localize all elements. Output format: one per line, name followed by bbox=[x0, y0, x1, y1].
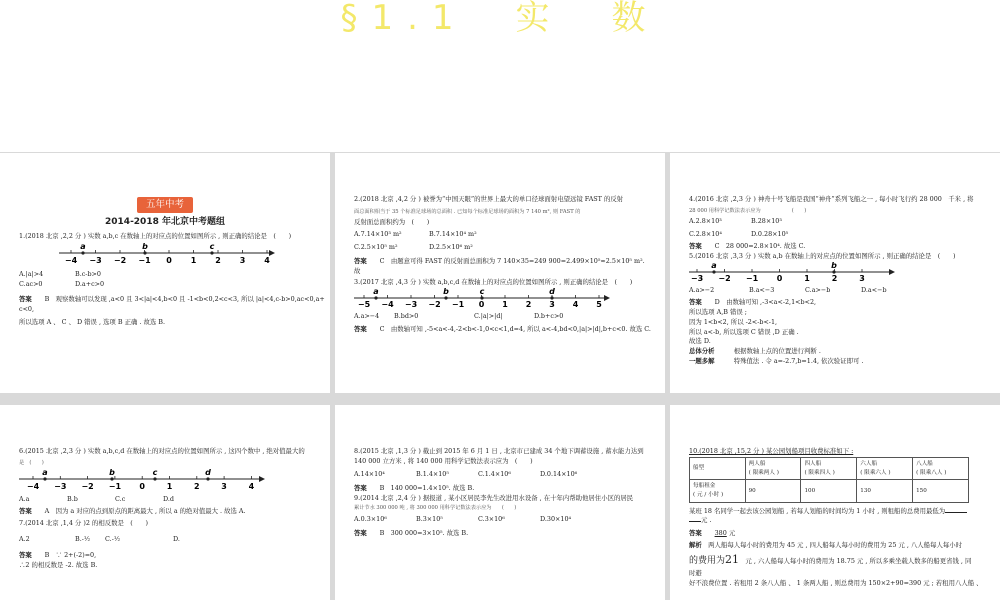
answer-text: B ∵ 2+(-2)=0, bbox=[44, 550, 97, 559]
analysis-fraction: 21 bbox=[725, 553, 740, 567]
number-line-6 bbox=[19, 467, 279, 491]
trick-label: 一题多解 bbox=[689, 357, 715, 366]
answer-text-cont: c<0, bbox=[19, 304, 35, 313]
option-c[interactable]: C.-½ bbox=[105, 534, 121, 543]
option-b[interactable]: B.b bbox=[67, 494, 78, 503]
option-d[interactable]: D.0.14×10⁶ bbox=[540, 469, 578, 478]
number-line-tick-label: 2 bbox=[194, 481, 200, 491]
slide-4[interactable] bbox=[0, 405, 330, 600]
number-line-tick-label: 1 bbox=[166, 481, 173, 491]
number-line-tick-label: −3 bbox=[54, 481, 67, 491]
number-line-tick-label: 2 bbox=[215, 255, 221, 265]
option-d[interactable]: D.0.28×10⁵ bbox=[751, 229, 789, 238]
slide-5[interactable] bbox=[335, 405, 665, 600]
analysis-line-2a: 的费用为 bbox=[689, 556, 726, 567]
number-line-tick-label: −3 bbox=[404, 299, 418, 308]
number-line-point bbox=[43, 477, 46, 480]
question-10-line-2: 某班 18 名同学一起去该公园划船 , 若每人划船的时间均为 1 小时 , 则租船的总费用最低为 bbox=[689, 507, 1000, 517]
option-b[interactable]: B.3×10⁵ bbox=[416, 514, 443, 523]
option-b[interactable]: B.-½ bbox=[75, 534, 91, 543]
question-2-line-2: 面总面积相当于 35 个标准足球场的总面积 . 已知每个标准足球场的面积为 7 140 m², 则 FAST 的 bbox=[354, 208, 581, 215]
number-line-point bbox=[712, 270, 715, 273]
number-line-point-label: c bbox=[209, 241, 215, 251]
option-c[interactable]: C.c bbox=[115, 494, 126, 503]
number-line-5 bbox=[689, 262, 949, 282]
answer-line-4: 故选 D. bbox=[689, 337, 711, 346]
option-b[interactable]: B.c-b>0 bbox=[75, 269, 101, 278]
number-line-tick-label: 3 bbox=[549, 299, 555, 308]
option-c[interactable]: C.ac>0 bbox=[19, 279, 43, 288]
number-line-tick-label: −4 bbox=[64, 255, 78, 265]
analysis-label: 解析 bbox=[689, 541, 702, 550]
table-header-cell: 八人船 ( 限乘八人 ) bbox=[913, 457, 969, 479]
option-a[interactable]: A.0.3×10⁶ bbox=[354, 514, 387, 523]
answer-text: B 300 000=3×10⁵. 故选 B. bbox=[379, 528, 469, 537]
number-line-point-label: c bbox=[479, 287, 485, 296]
answer-text: C 由数轴可知 ,-5<a<-4,-2<b<-1,0<c<1,d=4, 所以 a<-4,bd<0,|a|>|d|,b+c<0. 故选 C. bbox=[379, 324, 651, 333]
answer-text: A 因为 a 对应的点到原点的距离最大 , 所以 a 的绝对值最大 . 故选 A. bbox=[44, 506, 246, 515]
answer-line-3: 所以 a<-b, 所以选项 C 错误 ,D 正确 . bbox=[689, 327, 799, 336]
answer-label: 答案 bbox=[689, 241, 702, 250]
option-a[interactable]: A.a bbox=[19, 494, 30, 503]
number-line-tick-label: −3 bbox=[690, 273, 704, 282]
question-10-line-3: 元 . bbox=[701, 516, 712, 525]
number-line-tick-label: −1 bbox=[138, 255, 151, 265]
number-line-point bbox=[210, 251, 213, 254]
number-line-tick-label: 3 bbox=[859, 273, 865, 282]
slide-3[interactable] bbox=[670, 153, 1000, 393]
number-line-3 bbox=[354, 288, 644, 308]
table-cell: 100 bbox=[801, 480, 857, 502]
number-line-tick-label: −1 bbox=[451, 299, 465, 308]
question-6-line-2: 是 ( ) bbox=[19, 459, 44, 466]
answer-label: 答案 bbox=[19, 550, 32, 559]
number-line-tick-label: 3 bbox=[239, 255, 246, 265]
number-line-point-label: a bbox=[42, 467, 48, 477]
question-9-line-2: 累计节水 300 000 吨 , 将 300 000 用科学记数法表示应为 ( ) bbox=[354, 504, 517, 511]
answer-label: 答案 bbox=[19, 294, 32, 303]
table-header-cell: 六人船 ( 限乘六人 ) bbox=[857, 457, 913, 479]
answer-value: 380 bbox=[714, 529, 727, 538]
option-d[interactable]: D.b+c>0 bbox=[534, 311, 564, 320]
option-d[interactable]: D. bbox=[173, 534, 180, 543]
option-b[interactable]: B.a<−3 bbox=[749, 285, 775, 294]
number-line-point bbox=[143, 251, 146, 254]
answer-line-2: 因为 1<b<2, 所以 -2<-b<-1, bbox=[689, 317, 778, 326]
number-line-tick-label: 1 bbox=[190, 255, 197, 265]
section-badge: 五年中考 bbox=[137, 197, 193, 213]
number-line-tick-label: −1 bbox=[745, 273, 759, 282]
option-b[interactable]: B.bd>0 bbox=[394, 311, 419, 320]
option-b[interactable]: B.28×10³ bbox=[751, 216, 782, 225]
answer-unit: 元 bbox=[728, 529, 736, 538]
answer-label: 答案 bbox=[689, 297, 702, 306]
answer-label: 答案 bbox=[689, 529, 702, 538]
question-5: 5.(2016 北京 ,3,3 分 ) 实数 a,b 在数轴上的对应点的位置如图所示 , 则正确的结论是 ( ) bbox=[689, 251, 956, 260]
number-line-tick-label: −3 bbox=[89, 255, 102, 265]
table-row bbox=[690, 480, 969, 502]
number-line-tick-label: 3 bbox=[221, 481, 227, 491]
question-3: 3.(2017 北京 ,4,3 分 ) 实数 a,b,c,d 在数轴上的对应点的位置如图所示 , 则正确的结论是 ( ) bbox=[354, 277, 633, 286]
number-line-tick-label: 2 bbox=[525, 299, 532, 308]
option-d[interactable]: D.a<−b bbox=[861, 285, 887, 294]
question-4-line-2: 28 000 用科学记数法表示应为 ( ) bbox=[689, 207, 807, 214]
number-line-tick-label: −1 bbox=[108, 481, 122, 491]
question-1: 1.(2018 北京 ,2,2 分 ) 实数 a,b,c 在数轴上的对应点的位置如图所示 , 则正确的结论是 ( ) bbox=[19, 231, 292, 240]
answer-label: 答案 bbox=[19, 506, 32, 515]
number-line-tick-label: 1 bbox=[502, 299, 508, 308]
summary-label: 总体分析 bbox=[689, 347, 715, 356]
number-line-tick-label: −2 bbox=[718, 273, 731, 282]
question-10: 10.(2018 北京 ,15,2 分 ) 某公园划船项目收费标准如下 : bbox=[689, 447, 854, 455]
option-a[interactable]: A.14×10⁴ bbox=[354, 469, 385, 478]
option-d[interactable]: D.d bbox=[163, 494, 175, 503]
answer-label: 答案 bbox=[354, 528, 367, 537]
option-a[interactable]: A.2 bbox=[19, 534, 30, 543]
answer-text: C 由题意可得 FAST 的反射面总面积为 7 140×35=249 900=2.499×10⁵≈2.5×10⁵ m². bbox=[379, 256, 645, 265]
answer-text-conclusion: 所以选项 A 、 C 、 D 错误 , 选项 B 正确 . 故选 B. bbox=[19, 317, 165, 326]
option-c[interactable]: C.3×10⁶ bbox=[478, 514, 505, 523]
number-line-tick-label: −5 bbox=[357, 299, 371, 308]
option-d[interactable]: D.30×10⁴ bbox=[540, 514, 572, 523]
number-line-point bbox=[480, 296, 483, 299]
number-line-tick-label: 0 bbox=[776, 273, 783, 282]
answer-line-1: 所以选项 A,B 错误 ; bbox=[689, 307, 747, 316]
number-line-tick-label: −2 bbox=[113, 255, 127, 265]
option-a[interactable]: A.2.8×10³ bbox=[689, 216, 722, 225]
table-header-cell: 两人船 ( 限乘两人 ) bbox=[745, 457, 801, 479]
question-7: 7.(2014 北京 ,1,4 分 )2 的相反数是 ( ) bbox=[19, 518, 149, 527]
number-line-tick-label: 4 bbox=[248, 481, 255, 491]
number-line-tick-label: 2 bbox=[831, 273, 838, 282]
table-row bbox=[690, 457, 969, 479]
table-cell: 150 bbox=[913, 480, 969, 502]
number-line-tick-label: 4 bbox=[572, 299, 579, 308]
analysis-line-3: 时避 bbox=[689, 569, 702, 578]
number-line-point-label: a bbox=[711, 261, 717, 270]
question-8-line-2: 140 000 立方米 , 将 140 000 用科学记数法表示应为 ( ) bbox=[354, 456, 533, 465]
section-subtitle: 2014-2018 年北京中考题组 bbox=[105, 217, 225, 227]
option-b[interactable]: B.1.4×10⁵ bbox=[416, 469, 449, 478]
option-a[interactable]: A.|a|>4 bbox=[19, 269, 44, 278]
number-line-point-label: b bbox=[142, 241, 148, 251]
trick-text: 特殊值法 . 令 a=-2.7,b=1.4, 依次验证即可 . bbox=[733, 357, 864, 366]
question-6: 6.(2015 北京 ,2,3 分 ) 实数 a,b,c,d 在数轴上的对应点的位置如图所示 , 这四个数中 , 绝对值最大的 bbox=[19, 447, 305, 455]
number-line-point bbox=[374, 296, 377, 299]
question-9: 9.(2014 北京 ,2,4 分 ) 据报道 , 某小区居民李先生改进用水设备 , 在十年内帮助他居住小区的居民 bbox=[354, 493, 634, 502]
number-line-tick-label: 4 bbox=[264, 255, 270, 265]
number-line-point bbox=[444, 296, 447, 299]
title-band bbox=[0, 0, 1000, 152]
number-line-1 bbox=[19, 242, 279, 266]
analysis-line-2b: 元 , 六人船每人每小时的费用为 18.75 元 , 所以多乘坐载人数多的船更省钱 , 同 bbox=[745, 557, 972, 566]
number-line-point-label: d bbox=[205, 467, 211, 477]
number-line-tick-label: 5 bbox=[596, 299, 602, 308]
option-a[interactable]: A.a>−4 bbox=[354, 311, 380, 320]
summary-text: 根据数轴上点的位置进行判断 . bbox=[733, 347, 821, 356]
question-2-line-3: 反射面总面积约为 ( ) bbox=[354, 217, 430, 226]
number-line-tick-label: 0 bbox=[166, 255, 172, 265]
number-line-tick-label: 1 bbox=[804, 273, 810, 282]
question-8: 8.(2015 北京 ,1,3 分 ) 截止到 2015 年 6 月 1 日 , 北京市已建成 34 个地下调蓄设施 , 蓄水能力达到 bbox=[354, 447, 644, 455]
number-line-point bbox=[832, 270, 835, 273]
number-line-point-label: a bbox=[80, 241, 86, 251]
option-d[interactable]: D.2.5×10⁶ m² bbox=[429, 242, 473, 251]
answer-label: 答案 bbox=[354, 256, 367, 265]
analysis-line-1: 两人船每人每小时的费用为 45 元 , 四人船每人每小时的费用为 25 元 , 八人船每人每小时 bbox=[708, 541, 963, 550]
number-line-tick-label: −2 bbox=[81, 481, 94, 491]
question-2: 2.(2018 北京 ,4,2 分 ) 被誉为“中国天眼”的世界上最大的单口径球面射电望远镜 FAST 的反射 bbox=[354, 195, 624, 203]
answer-label: 答案 bbox=[354, 324, 367, 333]
number-line-point-label: b bbox=[109, 467, 115, 477]
slide-2[interactable] bbox=[335, 153, 665, 393]
number-line-tick-label: 0 bbox=[478, 299, 485, 308]
table-cell: 130 bbox=[857, 480, 913, 502]
answer-text: B 140 000=1.4×10⁵. 故选 B. bbox=[379, 483, 475, 492]
answer-text-cont: 故 bbox=[354, 266, 361, 275]
page-title: §1.1 实 数 bbox=[340, 0, 660, 38]
number-line-tick-label: −4 bbox=[26, 481, 40, 491]
slide-1[interactable] bbox=[0, 153, 330, 393]
option-c[interactable]: C.a>−b bbox=[805, 285, 831, 294]
option-c[interactable]: C.2.8×10⁴ bbox=[689, 229, 722, 238]
option-c[interactable]: C.2.5×10⁵ m² bbox=[354, 242, 398, 251]
fee-table bbox=[689, 457, 969, 503]
option-d[interactable]: D.a+c>0 bbox=[75, 279, 105, 288]
answer-line: ∴2 的相反数是 -2. 故选 B. bbox=[19, 560, 98, 569]
number-line-point-label: a bbox=[373, 287, 379, 296]
table-row-label: 每船租金 ( 元 / 小时 ) bbox=[690, 480, 746, 502]
option-c[interactable]: C.|a|>|d| bbox=[474, 311, 503, 320]
number-line-point-label: b bbox=[831, 261, 837, 270]
question-4: 4.(2016 北京 ,2,3 分 ) 神舟十号飞船是我国“神舟”系列飞船之一 , 每小时飞行约 28 000 千米 , 将 bbox=[689, 195, 974, 203]
option-a[interactable]: A.7.14×10³ m² bbox=[354, 229, 402, 238]
option-a[interactable]: A.a>−2 bbox=[689, 285, 715, 294]
number-line-point bbox=[153, 477, 156, 480]
number-line-point-label: d bbox=[549, 287, 555, 296]
answer-text: B 观察数轴可以发现 ,a<0 且 3<|a|<4,b<0 且 -1<b<0,2<c<3, 所以 |a|<4,c-b>0,ac<0,a+ bbox=[44, 294, 325, 303]
number-line-point-label: c bbox=[152, 467, 158, 477]
number-line-tick-label: −4 bbox=[381, 299, 394, 308]
number-line-point bbox=[81, 251, 84, 254]
table-header-cell: 船型 bbox=[690, 457, 746, 479]
table-header-cell: 四人船 ( 限乘四人 ) bbox=[801, 457, 857, 479]
number-line-point-label: b bbox=[443, 287, 449, 296]
slide-6[interactable] bbox=[670, 405, 1000, 600]
option-c[interactable]: C.1.4×10⁶ bbox=[478, 469, 511, 478]
number-line-point bbox=[206, 477, 209, 480]
number-line-point bbox=[550, 296, 553, 299]
number-line-tick-label: 0 bbox=[139, 481, 145, 491]
analysis-line-4: 好不浪费位置 . 若租用 2 条八人船 、 1 条两人船 , 则总费用为 150×2+90=390 元 ; 若租用八人船 、 bbox=[689, 579, 983, 588]
option-b[interactable]: B.7.14×10⁴ m² bbox=[429, 229, 477, 238]
number-line-tick-label: −2 bbox=[428, 299, 441, 308]
number-line-point bbox=[110, 477, 113, 480]
answer-text: C 28 000=2.8×10⁴. 故选 C. bbox=[714, 241, 806, 250]
answer-text: D 由数轴可知 ,-3<a<-2,1<b<2, bbox=[714, 297, 817, 306]
answer-label: 答案 bbox=[354, 483, 367, 492]
table-cell: 90 bbox=[745, 480, 801, 502]
